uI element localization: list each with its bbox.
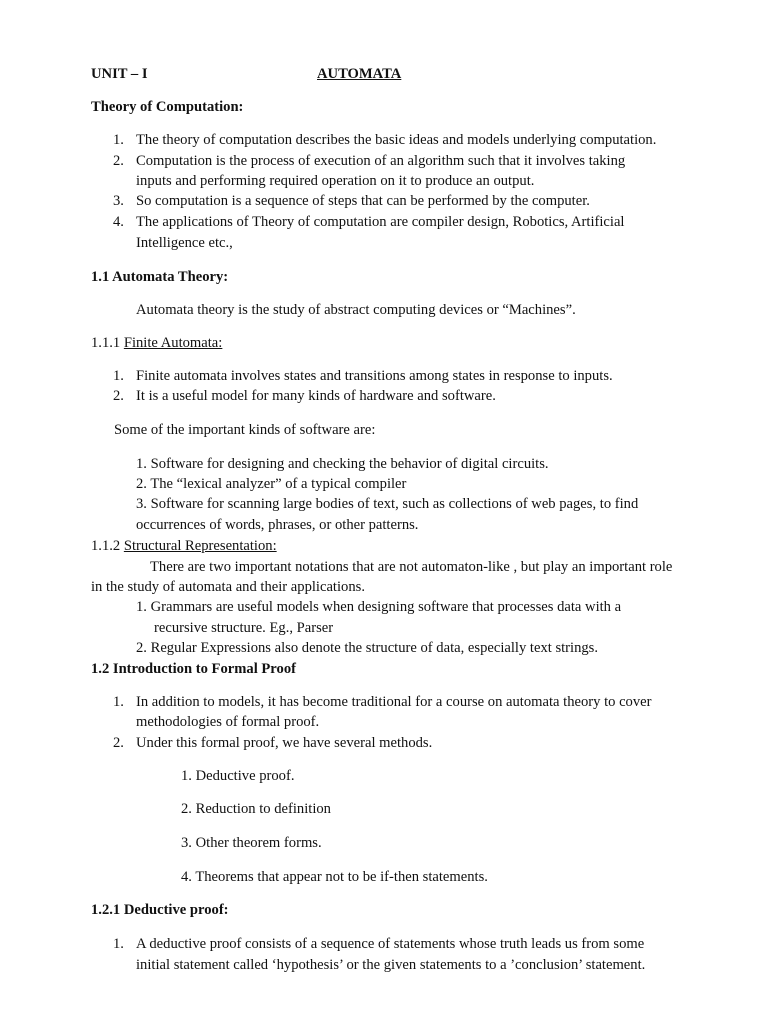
list-number: 1. (113, 936, 124, 952)
method-item: 1. Deductive proof. (181, 768, 295, 784)
list-item-continuation: inputs and performing required operation on it to produce an output. (136, 173, 535, 189)
list-number: 4. (113, 214, 124, 230)
paragraph: Automata theory is the study of abstract computing devices or “Machines”. (136, 302, 576, 318)
list-item: So computation is a sequence of steps that can be performed by the computer. (136, 193, 590, 209)
list-item: 1. Grammars are useful models when designing software that processes data with a (136, 599, 622, 615)
subsection-title: Structural Representation: (123, 538, 277, 554)
list-number: 1. (113, 694, 124, 710)
subsection-number: 1.1.1 (91, 335, 124, 351)
list-number: 1. (113, 132, 124, 148)
list-item: Computation is the process of execution of an algorithm such that it involves taking (136, 153, 626, 169)
list-number: 2. (113, 735, 124, 751)
paragraph: Some of the important kinds of software are: (114, 422, 376, 438)
list-item-continuation: methodologies of formal proof. (136, 714, 320, 730)
list-number: 3. (113, 193, 124, 209)
section-heading-toc: Theory of Computation: (91, 99, 244, 115)
list-item-continuation: Intelligence etc., (136, 235, 233, 251)
list-item: Finite automata involves states and transitions among states in response to inputs. (136, 368, 613, 384)
list-item: The theory of computation describes the basic ideas and models underlying computation. (136, 132, 657, 148)
subsection-heading-1-1-2 (91, 537, 277, 555)
subsection-number: 1.1.2 (91, 538, 124, 554)
list-item-continuation: initial statement called ‘hypothesis’ or the given statements to a ’conclusion’ statement. (136, 957, 646, 973)
section-heading-1-2: 1.2 Introduction to Formal Proof (91, 661, 296, 677)
list-item: 1. Software for designing and checking the behavior of digital circuits. (136, 456, 549, 472)
method-item: 4. Theorems that appear not to be if-then statements. (181, 869, 488, 885)
list-item-continuation: occurrences of words, phrases, or other patterns. (136, 517, 419, 533)
subsection-title: Finite Automata: (123, 335, 223, 351)
list-item: 3. Software for scanning large bodies of text, such as collections of web pages, to find (136, 496, 639, 512)
method-item: 3. Other theorem forms. (181, 835, 322, 851)
list-item-continuation: recursive structure. Eg., Parser (154, 620, 334, 636)
list-item: The applications of Theory of computation are compiler design, Robotics, Artificial (136, 214, 625, 230)
list-number: 2. (113, 153, 124, 169)
unit-label: UNIT – I (91, 66, 148, 82)
list-item: In addition to models, it has become traditional for a course on automata theory to cover (136, 694, 652, 710)
paragraph-continuation: in the study of automata and their applications. (91, 579, 365, 595)
list-item: 2. Regular Expressions also denote the structure of data, especially text strings. (136, 640, 599, 656)
list-number: 2. (113, 388, 124, 404)
list-number: 1. (113, 368, 124, 384)
section-heading-1-1: 1.1 Automata Theory: (91, 269, 229, 285)
list-item: Under this formal proof, we have several methods. (136, 735, 433, 751)
list-item: It is a useful model for many kinds of hardware and software. (136, 388, 496, 404)
method-item: 2. Reduction to definition (181, 801, 331, 817)
list-item: 2. The “lexical analyzer” of a typical compiler (136, 476, 407, 492)
paragraph: There are two important notations that are not automaton-like , but play an important role (150, 559, 673, 575)
page-title: AUTOMATA (317, 66, 402, 82)
subsection-heading-1-1-1 (91, 334, 222, 352)
list-item: A deductive proof consists of a sequence of statements whose truth leads us from some (136, 936, 645, 952)
section-heading-1-2-1: 1.2.1 Deductive proof: (91, 902, 229, 918)
